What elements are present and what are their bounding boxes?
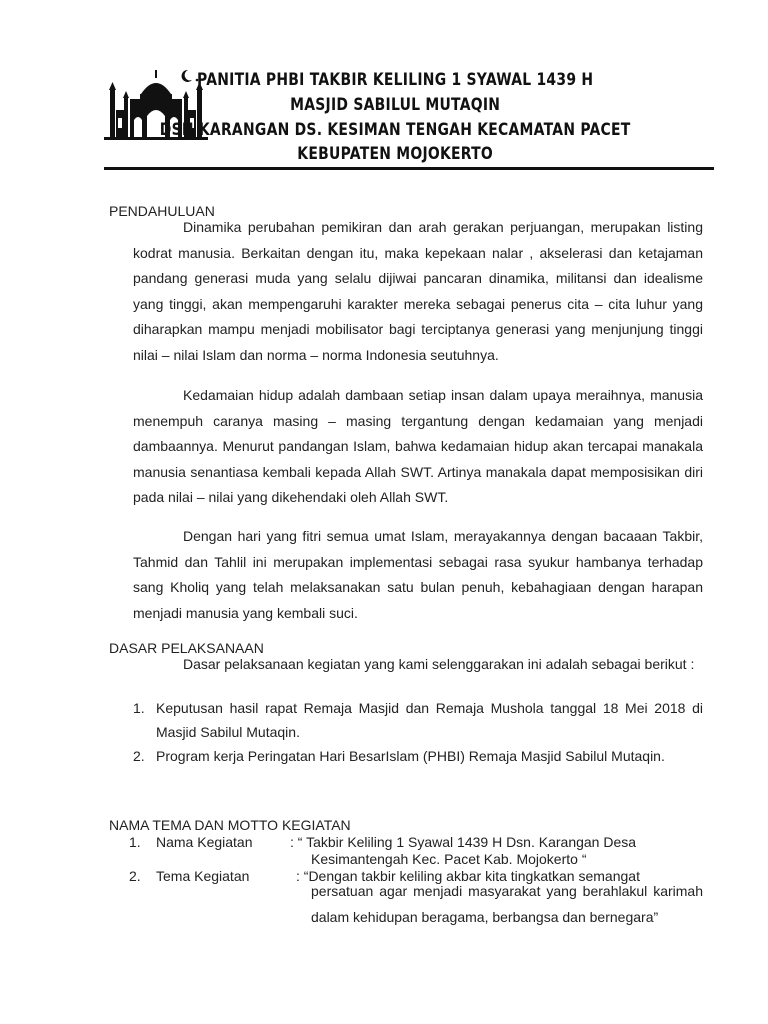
paragraph-3-text: Dengan hari yang fitri semua umat Islam, merayakannya dengan bacaaan Takbir, Tahmid dan Tahlil ini merupakan implementasi sebagai rasa syukur hambanya terhadap sang Kholiq yang telah melaksanakan satu bulan penuh, kebahagiaan dengan harapan menjadi manusia yang kembali suci. xyxy=(133,528,703,621)
paragraph-2-text: Kedamaian hidup adalah dambaan setiap insan dalam upaya meraihnya, manusia menempuh caranya masing – masing tergantung dengan kedamaian yang menjadi dambaannya. Menurut pandangan Islam, bahwa kedamaian hidup akan tercapai manakala manusia senantiasa kembali kepada Allah SWT. Artinya manakala dapat memposisikan diri pada nilai – nilai yang dikehendaki oleh Allah SWT. xyxy=(133,387,703,505)
tema-item-1-value-cont: Kesimantengah Kec. Pacet Kab. Mojokerto “ xyxy=(311,851,587,867)
section-heading-pendahuluan: PENDAHULUAN xyxy=(109,203,215,219)
list-item xyxy=(133,744,703,768)
tema-item-1-label: Nama Kegiatan xyxy=(156,834,253,850)
paragraph-2 xyxy=(133,383,703,511)
header-line-2: MASJID SABILUL MUTAQIN xyxy=(290,95,501,115)
header-line-1: PANITIA PHBI TAKBIR KELILING 1 SYAWAL 1439 H xyxy=(197,70,594,90)
list-item xyxy=(133,696,703,744)
tema-item-1-number: 1. xyxy=(129,834,141,850)
section-heading-dasar: DASAR PELAKSANAAN xyxy=(109,640,264,656)
header-line-4: KEBUPATEN MOJOKERTO xyxy=(297,144,494,164)
tema-item-2-value-cont-wrap xyxy=(311,879,703,930)
list-item-text: Program kerja Peringatan Hari BesarIslam (PHBI) Remaja Masjid Sabilul Mutaqin. xyxy=(156,748,665,764)
tema-item-2-number: 2. xyxy=(129,868,141,884)
section-heading-tema: NAMA TEMA DAN MOTTO KEGIATAN xyxy=(109,817,351,833)
tema-item-2-value: : “Dengan takbir keliling akbar kita tingkatkan semangat xyxy=(296,868,640,884)
list-item-text: Keputusan hasil rapat Remaja Masjid dan Remaja Mushola tanggal 18 Mei 2018 di Masjid Sabilul Mutaqin. xyxy=(156,700,703,740)
paragraph-1 xyxy=(133,215,703,368)
tema-item-1-value: : “ Takbir Keliling 1 Syawal 1439 H Dsn. Karangan Desa xyxy=(290,834,637,850)
tema-item-2-value-cont: persatuan agar menjadi masyarakat yang berahlakul karimah dalam kehidupan beragama, berbangsa dan bernegara” xyxy=(311,883,703,925)
header-line-3: DSN KARANGAN DS. KESIMAN TENGAH KECAMATAN PACET xyxy=(159,120,631,140)
list-item-number: 2. xyxy=(133,748,145,764)
list-item-number: 1. xyxy=(133,700,145,716)
dasar-list xyxy=(133,696,703,768)
dasar-intro xyxy=(133,652,703,678)
paragraph-3 xyxy=(133,524,703,626)
header-divider xyxy=(104,167,714,170)
dasar-intro-text: Dasar pelaksanaan kegiatan yang kami selenggarakan ini adalah sebagai berikut : xyxy=(183,656,695,672)
tema-item-2-label: Tema Kegiatan xyxy=(156,868,250,884)
paragraph-1-text: Dinamika perubahan pemikiran dan arah gerakan perjuangan, merupakan listing kodrat manusia. Berkaitan dengan itu, maka kepekaan nalar , akselerasi dan ketajaman pandang generasi muda yang selalu dijiwai pancaran dinamika, militansi dan idealisme yang tinggi, akan mempengaruhi karakter mereka sebagai penerus cita – cita luhur yang diharapkan mampu menjadi mobilisator bagi terciptanya generasi yang menjunjung tinggi nilai – nilai Islam dan norma – norma Indonesia seutuhnya. xyxy=(133,219,703,363)
